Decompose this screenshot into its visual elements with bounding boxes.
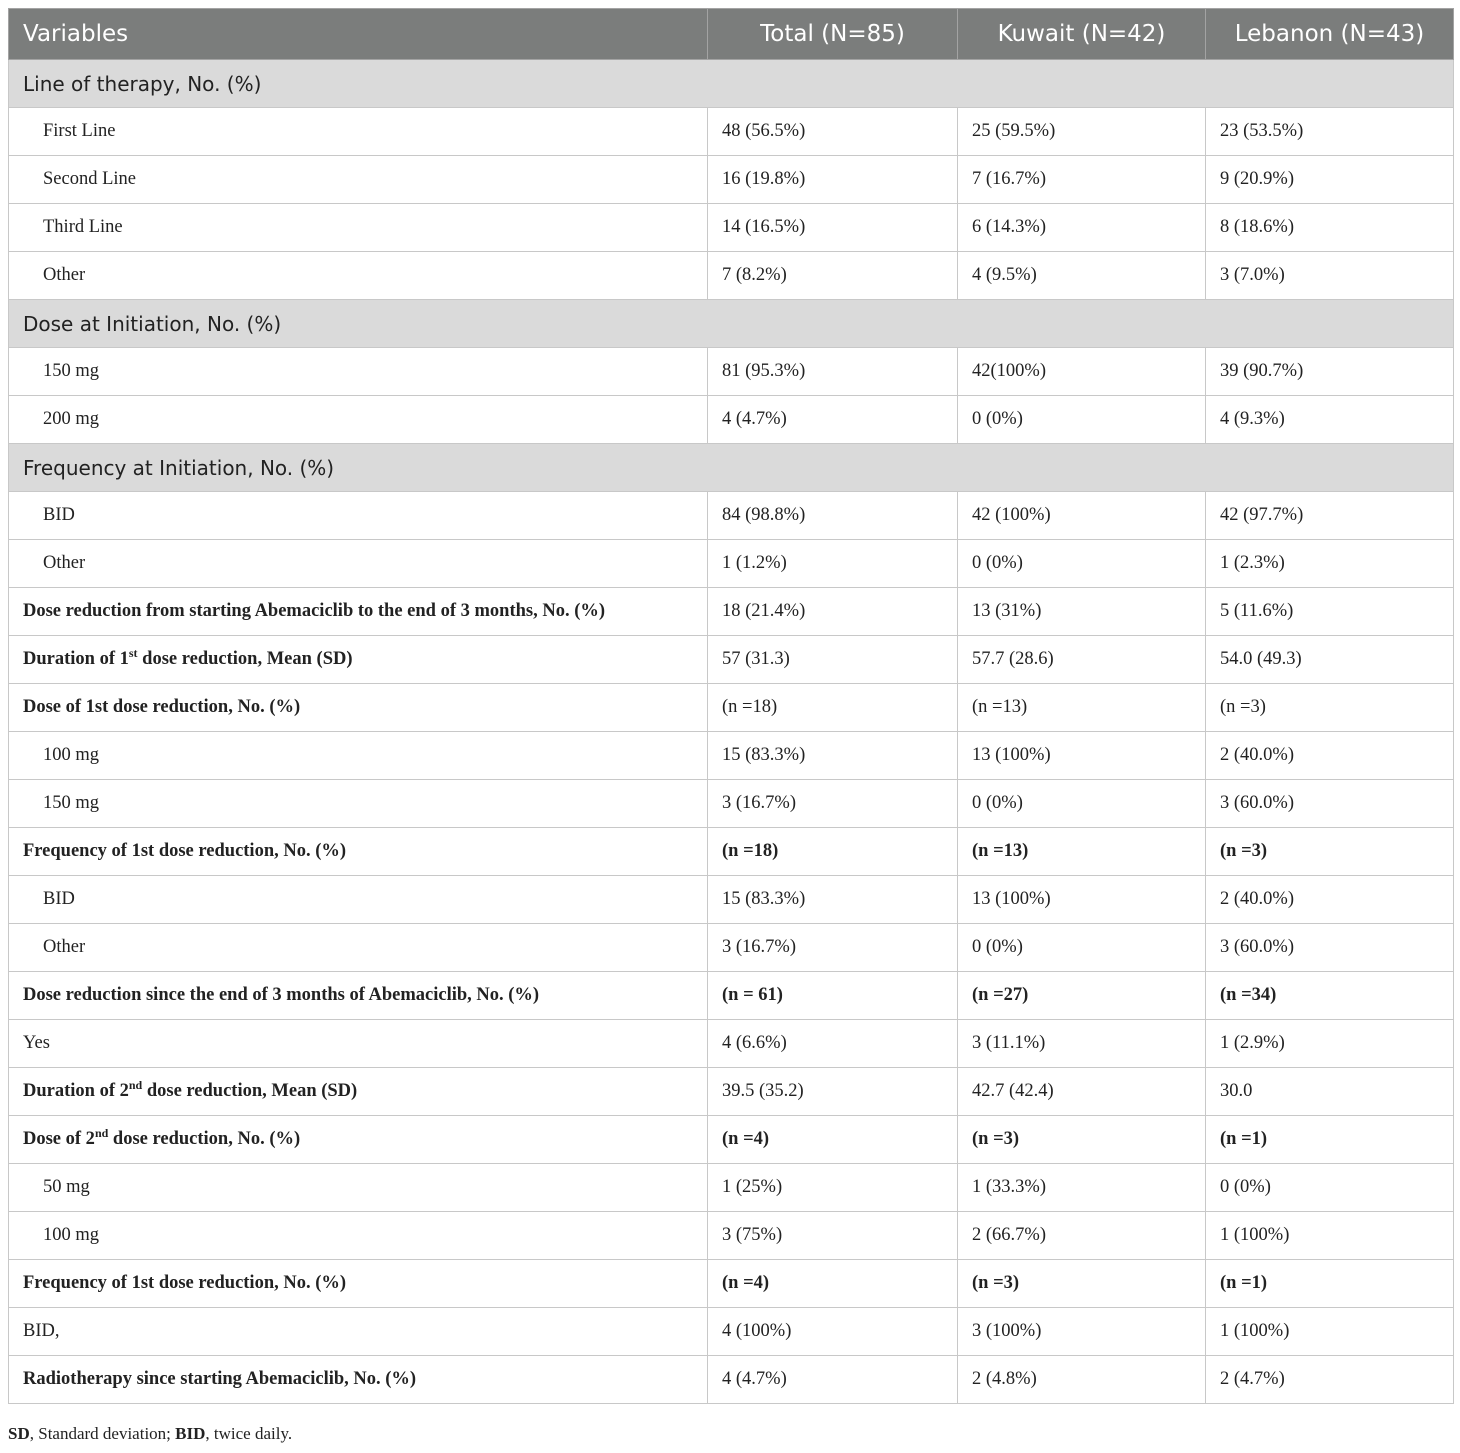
table-row [9,1212,1454,1260]
cell-total: (n = 61) [708,972,958,1020]
footnote-bid-text: , twice daily. [205,1424,293,1443]
row-label: Other [9,924,708,972]
cell-total: 15 (83.3%) [708,876,958,924]
table-row [9,1116,1454,1164]
cell-lebanon: 23 (53.5%) [1206,108,1454,156]
row-label: First Line [9,108,708,156]
table-row [9,1308,1454,1356]
table-row [9,1164,1454,1212]
row-label: Frequency of 1st dose reduction, No. (%) [9,828,708,876]
footnote-sd-abbr: SD [8,1424,30,1443]
row-label-sup: nd [94,1126,109,1140]
cell-kuwait: 3 (11.1%) [958,1020,1206,1068]
cell-lebanon: 3 (60.0%) [1206,924,1454,972]
cell-kuwait: 42 (100%) [958,492,1206,540]
header-total: Total (N=85) [708,9,958,60]
cell-lebanon: 30.0 [1206,1068,1454,1116]
table-row [9,108,1454,156]
row-label: BID [9,876,708,924]
table-row [9,396,1454,444]
footnote-sd-text: , Standard deviation; [29,1424,176,1443]
row-label-rest: dose reduction, Mean (SD) [142,1081,358,1101]
row-label: Other [9,252,708,300]
table-row [9,204,1454,252]
cell-total: 81 (95.3%) [708,348,958,396]
section-row [9,300,1454,348]
cell-kuwait: 2 (66.7%) [958,1212,1206,1260]
header-row [9,9,1454,60]
table-footnote [8,1424,292,1444]
cell-kuwait: 0 (0%) [958,540,1206,588]
cell-lebanon: (n =3) [1206,828,1454,876]
cell-kuwait: 4 (9.5%) [958,252,1206,300]
cell-lebanon: (n =3) [1206,684,1454,732]
row-label: 100 mg [9,732,708,780]
footnote-bid-abbr: BID [175,1424,206,1443]
row-label [9,1116,708,1164]
cell-total: 57 (31.3) [708,636,958,684]
row-label-main: Duration of 1 [23,649,129,669]
header-variables: Variables [9,9,708,60]
cell-total: (n =4) [708,1116,958,1164]
row-label-sup: nd [128,1078,143,1092]
row-label: Frequency of 1st dose reduction, No. (%) [9,1260,708,1308]
cell-kuwait: 0 (0%) [958,396,1206,444]
cell-lebanon: (n =34) [1206,972,1454,1020]
results-table [8,8,1454,1404]
row-label: 150 mg [9,780,708,828]
row-label: Dose of 1st dose reduction, No. (%) [9,684,708,732]
cell-lebanon: 1 (2.3%) [1206,540,1454,588]
cell-lebanon: 1 (2.9%) [1206,1020,1454,1068]
cell-total: 48 (56.5%) [708,108,958,156]
cell-total: 7 (8.2%) [708,252,958,300]
row-label: 200 mg [9,396,708,444]
section-label: Line of therapy, No. (%) [9,60,1454,108]
cell-total: 4 (4.7%) [708,1356,958,1404]
table-row [9,828,1454,876]
cell-kuwait: (n =3) [958,1116,1206,1164]
cell-total: 1 (25%) [708,1164,958,1212]
cell-lebanon: 3 (60.0%) [1206,780,1454,828]
cell-total: (n =18) [708,684,958,732]
row-label: Third Line [9,204,708,252]
row-label: BID [9,492,708,540]
cell-lebanon: 0 (0%) [1206,1164,1454,1212]
cell-kuwait: 3 (100%) [958,1308,1206,1356]
row-label: Dose reduction from starting Abemaciclib to the end of 3 months, No. (%) [9,588,708,636]
table-row [9,540,1454,588]
cell-lebanon: 39 (90.7%) [1206,348,1454,396]
cell-lebanon: 2 (40.0%) [1206,876,1454,924]
row-label: Radiotherapy since starting Abemaciclib, No. (%) [9,1356,708,1404]
cell-kuwait: 6 (14.3%) [958,204,1206,252]
table-container [8,8,1453,1404]
cell-total: 3 (16.7%) [708,780,958,828]
section-row [9,60,1454,108]
table-body [9,60,1454,1404]
cell-lebanon: 9 (20.9%) [1206,156,1454,204]
table-row [9,876,1454,924]
cell-lebanon: 8 (18.6%) [1206,204,1454,252]
cell-total: (n =4) [708,1260,958,1308]
section-label: Frequency at Initiation, No. (%) [9,444,1454,492]
cell-total: 14 (16.5%) [708,204,958,252]
cell-lebanon: 42 (97.7%) [1206,492,1454,540]
cell-lebanon: (n =1) [1206,1116,1454,1164]
row-label [9,636,708,684]
cell-kuwait: 42.7 (42.4) [958,1068,1206,1116]
table-row [9,1020,1454,1068]
row-label: Second Line [9,156,708,204]
cell-total: 18 (21.4%) [708,588,958,636]
row-label-rest: dose reduction, Mean (SD) [137,649,353,669]
table-row [9,1356,1454,1404]
table-row [9,1068,1454,1116]
table-row [9,732,1454,780]
table-row [9,684,1454,732]
cell-lebanon: 1 (100%) [1206,1308,1454,1356]
cell-total: 16 (19.8%) [708,156,958,204]
cell-kuwait: 42(100%) [958,348,1206,396]
row-label: Yes [9,1020,708,1068]
row-label-main: Dose of 2 [23,1129,95,1149]
cell-kuwait: 1 (33.3%) [958,1164,1206,1212]
cell-total: 84 (98.8%) [708,492,958,540]
row-label-main: Duration of 2 [23,1081,129,1101]
cell-total: 4 (100%) [708,1308,958,1356]
table-row [9,972,1454,1020]
cell-lebanon: 2 (4.7%) [1206,1356,1454,1404]
table-row [9,1260,1454,1308]
row-label: 150 mg [9,348,708,396]
cell-kuwait: 13 (100%) [958,876,1206,924]
cell-lebanon: 3 (7.0%) [1206,252,1454,300]
cell-total: 4 (6.6%) [708,1020,958,1068]
cell-total: 39.5 (35.2) [708,1068,958,1116]
row-label: Dose reduction since the end of 3 months of Abemaciclib, No. (%) [9,972,708,1020]
cell-kuwait: 2 (4.8%) [958,1356,1206,1404]
cell-kuwait: (n =3) [958,1260,1206,1308]
cell-total: (n =18) [708,828,958,876]
row-label: 50 mg [9,1164,708,1212]
cell-total: 15 (83.3%) [708,732,958,780]
table-row [9,924,1454,972]
cell-lebanon: (n =1) [1206,1260,1454,1308]
cell-kuwait: 13 (100%) [958,732,1206,780]
section-label: Dose at Initiation, No. (%) [9,300,1454,348]
cell-kuwait: 25 (59.5%) [958,108,1206,156]
row-label: 100 mg [9,1212,708,1260]
cell-total: 1 (1.2%) [708,540,958,588]
cell-lebanon: 54.0 (49.3) [1206,636,1454,684]
table-row [9,492,1454,540]
row-label: BID, [9,1308,708,1356]
cell-total: 3 (16.7%) [708,924,958,972]
cell-kuwait: (n =27) [958,972,1206,1020]
cell-kuwait: 7 (16.7%) [958,156,1206,204]
cell-lebanon: 2 (40.0%) [1206,732,1454,780]
cell-kuwait: 0 (0%) [958,924,1206,972]
header-lebanon: Lebanon (N=43) [1206,9,1454,60]
cell-total: 4 (4.7%) [708,396,958,444]
section-row [9,444,1454,492]
cell-kuwait: (n =13) [958,684,1206,732]
row-label-rest: dose reduction, No. (%) [108,1129,301,1149]
cell-lebanon: 1 (100%) [1206,1212,1454,1260]
header-kuwait: Kuwait (N=42) [958,9,1206,60]
cell-kuwait: 57.7 (28.6) [958,636,1206,684]
table-row [9,252,1454,300]
table-row [9,156,1454,204]
row-label-sup: st [128,646,138,660]
table-row [9,348,1454,396]
row-label [9,1068,708,1116]
cell-kuwait: (n =13) [958,828,1206,876]
table-row [9,588,1454,636]
cell-lebanon: 4 (9.3%) [1206,396,1454,444]
cell-kuwait: 13 (31%) [958,588,1206,636]
cell-total: 3 (75%) [708,1212,958,1260]
table-header [9,9,1454,60]
cell-lebanon: 5 (11.6%) [1206,588,1454,636]
cell-kuwait: 0 (0%) [958,780,1206,828]
row-label: Other [9,540,708,588]
table-row [9,636,1454,684]
table-row [9,780,1454,828]
